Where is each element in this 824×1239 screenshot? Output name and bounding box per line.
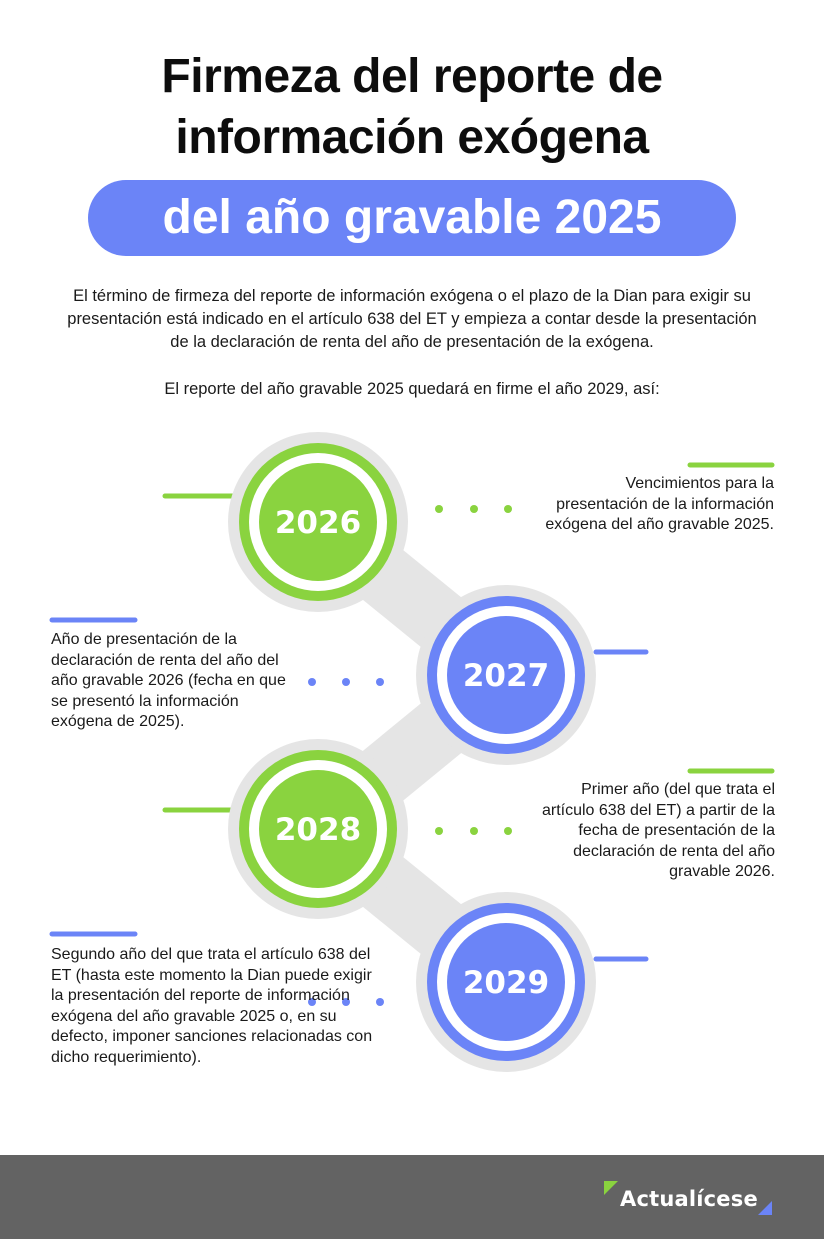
- year-label: 2028: [274, 812, 362, 848]
- timeline-description-2027: Año de presentación de la declaración de renta del año del año gravable 2026 (fecha en que se presentó la información exógena de 2025).: [51, 631, 286, 730]
- timeline-description-2029: Segundo año del que trata el artículo 638 del ET (hasta este momento la Dian puede exigir la presentación del reporte de información exógena del año gravable 2025 o, en su defecto, imponer sanciones relacionadas con dicho requerimiento).: [51, 946, 373, 1066]
- footer-bar: [0, 1155, 824, 1239]
- page-title-line-2: información exógena: [175, 111, 649, 164]
- dots-connector: [435, 505, 512, 513]
- dots-connector: [435, 827, 512, 835]
- year-label: 2027: [462, 658, 550, 694]
- dots-connector: [308, 678, 384, 686]
- timeline-description-2028: Primer año (del que trata el artículo 638 del ET) a partir de la fecha de presentación de la declaración de renta del año gravable 2026.: [541, 781, 775, 880]
- year-label: 2029: [462, 965, 550, 1001]
- brand-logo: Actualícese: [620, 1187, 758, 1211]
- page-title-line-1: Firmeza del reporte de: [161, 50, 663, 103]
- logo-corner-green-icon: [604, 1181, 618, 1195]
- year-label: 2026: [274, 505, 362, 541]
- intro-paragraph: El término de firmeza del reporte de información exógena o el plazo de la Dian para exigir su presentación está indicado en el artículo 638 del ET y empieza a contar desde la presentación de la declaración de renta del año de presentación de la exógena.: [67, 287, 757, 351]
- timeline-description-2026: Vencimientos para la presentación de la información exógena del año gravable 2025.: [545, 475, 774, 533]
- title-highlight-pill: del año gravable 2025: [88, 180, 736, 256]
- logo-corner-blue-icon: [758, 1201, 772, 1215]
- intro-lead: El reporte del año gravable 2025 quedará en firme el año 2029, así:: [164, 380, 660, 398]
